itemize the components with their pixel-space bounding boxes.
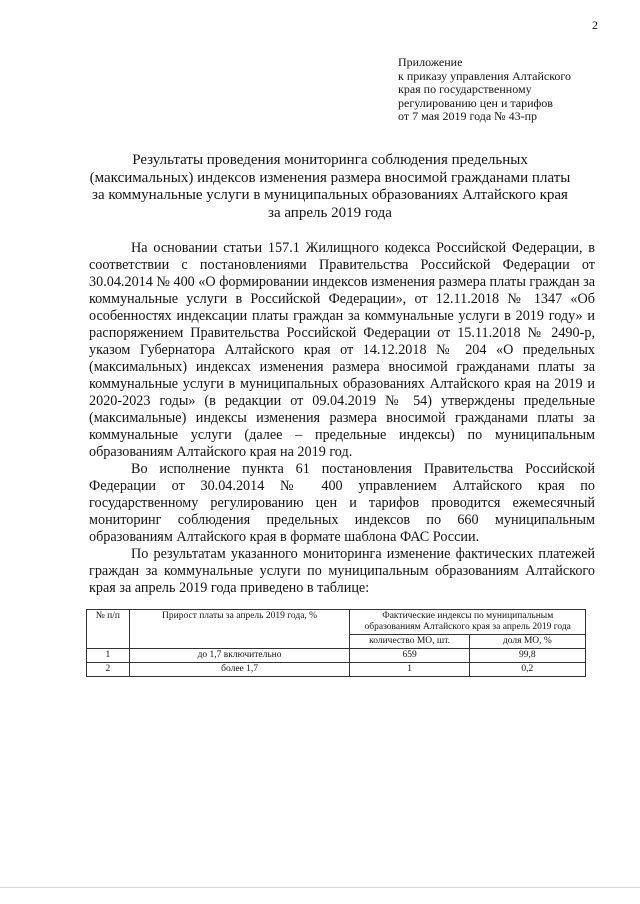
paragraph: На основании статьи 157.1 Жилищного кодекса Российской Федерации, в соответствии с постановлениями Правительства Российской Федерации от 30.04.2014 № 400 «О формировании индексов изменения размера платы граждан за коммунальные услуги в Российской Федерации», от 12.11.2018 № 1347 «Об особенностях индексации платы граждан за коммунальные услуги в 2019 году» и распоряжением Правительства Российской Федерации от 15.11.2018 № 2490-р, указом Губернатора Алтайского края от 14.12.2018 № 204 «О предельных (максимальных) индексах изменения размера вносимой гражданами платы за коммунальные услуги в муниципальных образованиях Алтайского края на 2019 и 2020-2023 годы» (в редакции от 09.04.2019 № 54) утверждены предельные (максимальные) индексы изменения размера вносимой гражданами платы за коммунальные услуги (далее – предельные индексы) по муниципальным образованиям Алтайского края на 2019 год. <box>89 240 595 460</box>
appendix-line: Приложение <box>398 55 463 69</box>
row-share: 99,8 <box>469 649 585 663</box>
row-count: 659 <box>350 649 469 663</box>
row-growth: до 1,7 включительно <box>129 649 350 663</box>
row-number: 2 <box>87 663 130 677</box>
header-number: № п/п <box>87 610 130 649</box>
row-growth: более 1,7 <box>129 663 350 677</box>
title-line: за коммунальные услуги в муниципальных образованиях Алтайского края <box>92 187 568 203</box>
row-count: 1 <box>350 663 469 677</box>
appendix-line: регулированию цен и тарифов <box>398 95 553 110</box>
title-line: Результаты проведения мониторинга соблюдения предельных <box>132 152 528 168</box>
results-table <box>86 609 586 677</box>
row-number: 1 <box>87 649 130 663</box>
document-body <box>89 240 595 597</box>
header-share: доля МО, % <box>469 635 585 649</box>
header-growth: Прирост платы за апрель 2019 года, % <box>129 610 350 649</box>
appendix-line: края по государственному <box>398 82 532 96</box>
header-count: количество МО, шт. <box>350 635 469 649</box>
paragraph: По результатам указанного мониторинга изменение фактических платежей граждан за коммунальные услуги по муниципальным образованиям Алтайского края за апрель 2019 года приведено в таблице: <box>89 546 595 596</box>
row-share: 0,2 <box>469 663 585 677</box>
document-title <box>80 152 580 222</box>
page-number: 2 <box>592 18 598 32</box>
paragraph: Во исполнение пункта 61 постановления Правительства Российской Федерации от 30.04.2014 № 400 управлением Алтайского края по государственному регулированию цен и тарифов проводится ежемесячный мониторинг соблюдения предельных индексов по 660 муниципальным образованиям Алтайского края в формате шаблона ФАС России. <box>89 461 595 545</box>
title-line: (максимальных) индексов изменения размера вносимой гражданами платы <box>89 169 571 186</box>
title-line: за апрель 2019 года <box>268 204 392 221</box>
scan-edge-line <box>0 887 640 888</box>
header-actual-indexes: Фактические индексы по муниципальным образованиям Алтайского края за апрель 2019 года <box>350 610 586 635</box>
appendix-line: от 7 мая 2019 года № 43-пр <box>398 109 538 123</box>
appendix-block <box>398 56 608 124</box>
table-row <box>87 663 586 677</box>
appendix-line: к приказу управления Алтайского <box>398 68 572 83</box>
table-row <box>87 649 586 663</box>
